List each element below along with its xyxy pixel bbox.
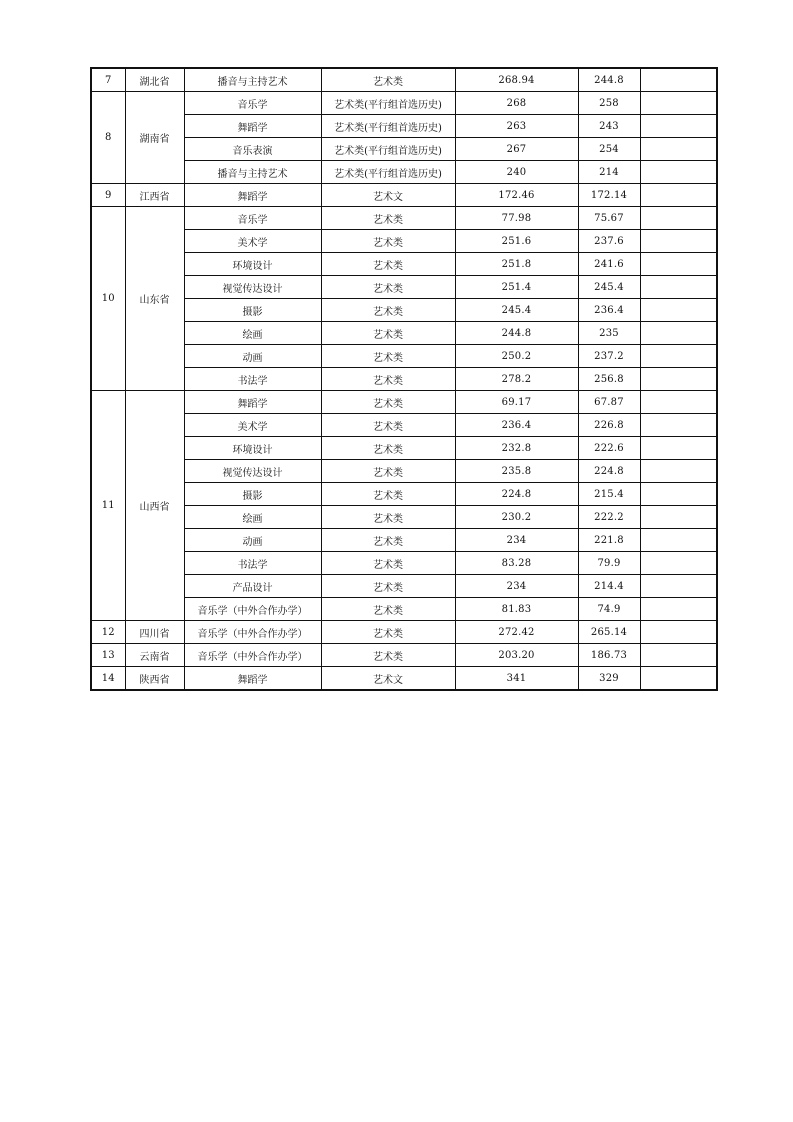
min-score-cell: 241.6 xyxy=(578,253,640,276)
min-score-cell: 329 xyxy=(578,667,640,691)
max-score-cell: 234 xyxy=(455,575,578,598)
major-cell: 音乐学（中外合作办学） xyxy=(184,621,321,644)
note-cell xyxy=(640,230,717,253)
max-score-cell: 263 xyxy=(455,115,578,138)
category-cell: 艺术类 xyxy=(321,368,455,391)
min-score-cell: 215.4 xyxy=(578,483,640,506)
category-cell: 艺术类 xyxy=(321,575,455,598)
major-cell: 舞蹈学 xyxy=(184,184,321,207)
province-cell: 湖北省 xyxy=(125,68,184,92)
max-score-cell: 268 xyxy=(455,92,578,115)
note-cell xyxy=(640,506,717,529)
min-score-cell: 172.14 xyxy=(578,184,640,207)
max-score-cell: 278.2 xyxy=(455,368,578,391)
max-score-cell: 250.2 xyxy=(455,345,578,368)
min-score-cell: 254 xyxy=(578,138,640,161)
category-cell: 艺术类 xyxy=(321,621,455,644)
row-number-cell: 7 xyxy=(91,68,125,92)
table-row xyxy=(91,414,717,437)
major-cell: 音乐学（中外合作办学） xyxy=(184,598,321,621)
table-row xyxy=(91,161,717,184)
min-score-cell: 186.73 xyxy=(578,644,640,667)
row-number-cell: 10 xyxy=(91,207,125,391)
major-cell: 播音与主持艺术 xyxy=(184,68,321,92)
max-score-cell: 267 xyxy=(455,138,578,161)
note-cell xyxy=(640,598,717,621)
max-score-cell: 232.8 xyxy=(455,437,578,460)
category-cell: 艺术类 xyxy=(321,299,455,322)
category-cell: 艺术类 xyxy=(321,230,455,253)
table-row xyxy=(91,575,717,598)
table-row xyxy=(91,598,717,621)
min-score-cell: 245.4 xyxy=(578,276,640,299)
table-row xyxy=(91,92,717,115)
note-cell xyxy=(640,414,717,437)
min-score-cell: 222.2 xyxy=(578,506,640,529)
min-score-cell: 221.8 xyxy=(578,529,640,552)
table-row xyxy=(91,644,717,667)
province-cell: 云南省 xyxy=(125,644,184,667)
category-cell: 艺术类 xyxy=(321,437,455,460)
major-cell: 产品设计 xyxy=(184,575,321,598)
note-cell xyxy=(640,667,717,691)
min-score-cell: 222.6 xyxy=(578,437,640,460)
max-score-cell: 251.4 xyxy=(455,276,578,299)
note-cell xyxy=(640,391,717,414)
major-cell: 音乐表演 xyxy=(184,138,321,161)
category-cell: 艺术类(平行组首选历史) xyxy=(321,138,455,161)
category-cell: 艺术类(平行组首选历史) xyxy=(321,92,455,115)
category-cell: 艺术类(平行组首选历史) xyxy=(321,115,455,138)
table-row xyxy=(91,230,717,253)
max-score-cell: 268.94 xyxy=(455,68,578,92)
table-row xyxy=(91,322,717,345)
major-cell: 书法学 xyxy=(184,552,321,575)
category-cell: 艺术类 xyxy=(321,276,455,299)
province-cell: 山东省 xyxy=(125,207,184,391)
note-cell xyxy=(640,276,717,299)
category-cell: 艺术类 xyxy=(321,391,455,414)
note-cell xyxy=(640,92,717,115)
province-cell: 陕西省 xyxy=(125,667,184,691)
max-score-cell: 272.42 xyxy=(455,621,578,644)
major-cell: 美术学 xyxy=(184,230,321,253)
row-number-cell: 12 xyxy=(91,621,125,644)
note-cell xyxy=(640,437,717,460)
max-score-cell: 230.2 xyxy=(455,506,578,529)
table-row xyxy=(91,667,717,691)
category-cell: 艺术类 xyxy=(321,207,455,230)
table-body xyxy=(91,68,717,690)
major-cell: 环境设计 xyxy=(184,437,321,460)
max-score-cell: 251.8 xyxy=(455,253,578,276)
category-cell: 艺术类(平行组首选历史) xyxy=(321,161,455,184)
category-cell: 艺术类 xyxy=(321,644,455,667)
note-cell xyxy=(640,460,717,483)
min-score-cell: 237.6 xyxy=(578,230,640,253)
min-score-cell: 214.4 xyxy=(578,575,640,598)
category-cell: 艺术类 xyxy=(321,506,455,529)
admission-scores-table xyxy=(90,67,718,691)
min-score-cell: 79.9 xyxy=(578,552,640,575)
table-row xyxy=(91,391,717,414)
row-number-cell: 11 xyxy=(91,391,125,621)
table-row xyxy=(91,529,717,552)
table-row xyxy=(91,115,717,138)
note-cell xyxy=(640,575,717,598)
category-cell: 艺术类 xyxy=(321,253,455,276)
major-cell: 舞蹈学 xyxy=(184,391,321,414)
min-score-cell: 258 xyxy=(578,92,640,115)
category-cell: 艺术类 xyxy=(321,529,455,552)
note-cell xyxy=(640,253,717,276)
note-cell xyxy=(640,161,717,184)
row-number-cell: 13 xyxy=(91,644,125,667)
row-number-cell: 14 xyxy=(91,667,125,691)
max-score-cell: 69.17 xyxy=(455,391,578,414)
note-cell xyxy=(640,368,717,391)
min-score-cell: 256.8 xyxy=(578,368,640,391)
note-cell xyxy=(640,299,717,322)
note-cell xyxy=(640,483,717,506)
note-cell xyxy=(640,322,717,345)
row-number-cell: 9 xyxy=(91,184,125,207)
note-cell xyxy=(640,345,717,368)
max-score-cell: 251.6 xyxy=(455,230,578,253)
table-row xyxy=(91,299,717,322)
category-cell: 艺术类 xyxy=(321,322,455,345)
category-cell: 艺术类 xyxy=(321,345,455,368)
table-row xyxy=(91,368,717,391)
major-cell: 书法学 xyxy=(184,368,321,391)
major-cell: 舞蹈学 xyxy=(184,667,321,691)
province-cell: 湖南省 xyxy=(125,92,184,184)
table-row xyxy=(91,621,717,644)
province-cell: 山西省 xyxy=(125,391,184,621)
major-cell: 舞蹈学 xyxy=(184,115,321,138)
table-row xyxy=(91,207,717,230)
max-score-cell: 341 xyxy=(455,667,578,691)
province-cell: 四川省 xyxy=(125,621,184,644)
table-row xyxy=(91,276,717,299)
major-cell: 绘画 xyxy=(184,322,321,345)
major-cell: 环境设计 xyxy=(184,253,321,276)
major-cell: 绘画 xyxy=(184,506,321,529)
table-row xyxy=(91,460,717,483)
note-cell xyxy=(640,184,717,207)
category-cell: 艺术类 xyxy=(321,414,455,437)
row-number-cell: 8 xyxy=(91,92,125,184)
max-score-cell: 203.20 xyxy=(455,644,578,667)
table-row xyxy=(91,506,717,529)
major-cell: 音乐学 xyxy=(184,92,321,115)
province-cell: 江西省 xyxy=(125,184,184,207)
min-score-cell: 265.14 xyxy=(578,621,640,644)
min-score-cell: 224.8 xyxy=(578,460,640,483)
major-cell: 美术学 xyxy=(184,414,321,437)
min-score-cell: 67.87 xyxy=(578,391,640,414)
min-score-cell: 235 xyxy=(578,322,640,345)
table-row xyxy=(91,552,717,575)
category-cell: 艺术类 xyxy=(321,483,455,506)
max-score-cell: 240 xyxy=(455,161,578,184)
max-score-cell: 235.8 xyxy=(455,460,578,483)
note-cell xyxy=(640,621,717,644)
min-score-cell: 75.67 xyxy=(578,207,640,230)
category-cell: 艺术类 xyxy=(321,598,455,621)
category-cell: 艺术类 xyxy=(321,552,455,575)
min-score-cell: 237.2 xyxy=(578,345,640,368)
major-cell: 音乐学 xyxy=(184,207,321,230)
note-cell xyxy=(640,207,717,230)
major-cell: 播音与主持艺术 xyxy=(184,161,321,184)
max-score-cell: 244.8 xyxy=(455,322,578,345)
max-score-cell: 81.83 xyxy=(455,598,578,621)
max-score-cell: 236.4 xyxy=(455,414,578,437)
max-score-cell: 77.98 xyxy=(455,207,578,230)
min-score-cell: 226.8 xyxy=(578,414,640,437)
min-score-cell: 74.9 xyxy=(578,598,640,621)
category-cell: 艺术文 xyxy=(321,184,455,207)
table-row xyxy=(91,184,717,207)
max-score-cell: 234 xyxy=(455,529,578,552)
major-cell: 动画 xyxy=(184,529,321,552)
max-score-cell: 224.8 xyxy=(455,483,578,506)
note-cell xyxy=(640,644,717,667)
table-row xyxy=(91,483,717,506)
major-cell: 摄影 xyxy=(184,299,321,322)
table-row xyxy=(91,68,717,92)
note-cell xyxy=(640,529,717,552)
min-score-cell: 236.4 xyxy=(578,299,640,322)
category-cell: 艺术文 xyxy=(321,667,455,691)
note-cell xyxy=(640,68,717,92)
table-row xyxy=(91,345,717,368)
max-score-cell: 83.28 xyxy=(455,552,578,575)
table-row xyxy=(91,437,717,460)
major-cell: 音乐学（中外合作办学） xyxy=(184,644,321,667)
note-cell xyxy=(640,138,717,161)
major-cell: 摄影 xyxy=(184,483,321,506)
major-cell: 视觉传达设计 xyxy=(184,460,321,483)
major-cell: 视觉传达设计 xyxy=(184,276,321,299)
table-row xyxy=(91,253,717,276)
category-cell: 艺术类 xyxy=(321,460,455,483)
table-row xyxy=(91,138,717,161)
min-score-cell: 243 xyxy=(578,115,640,138)
max-score-cell: 245.4 xyxy=(455,299,578,322)
max-score-cell: 172.46 xyxy=(455,184,578,207)
min-score-cell: 214 xyxy=(578,161,640,184)
min-score-cell: 244.8 xyxy=(578,68,640,92)
major-cell: 动画 xyxy=(184,345,321,368)
note-cell xyxy=(640,115,717,138)
category-cell: 艺术类 xyxy=(321,68,455,92)
note-cell xyxy=(640,552,717,575)
